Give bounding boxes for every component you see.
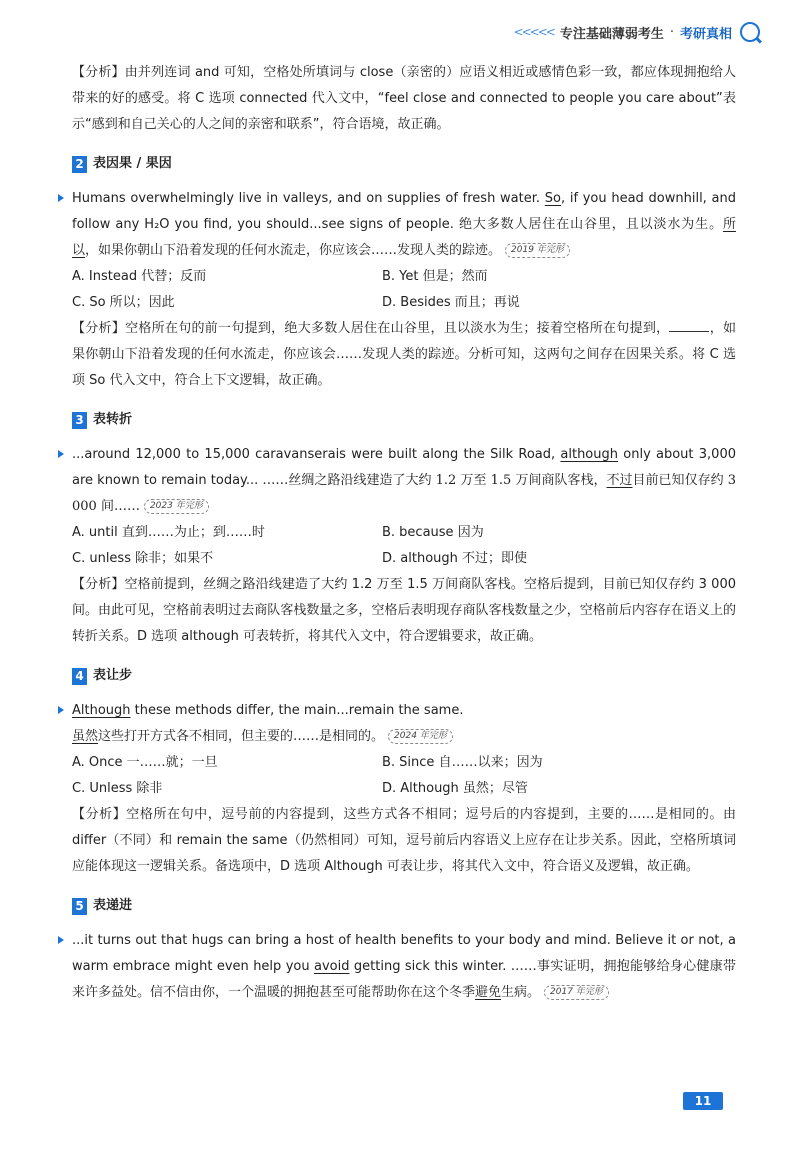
- option: D. Although 虽然；尽管: [382, 781, 528, 796]
- example-text: Humans overwhelmingly live in valleys, and on supplies of fresh water. So, if you head downhill, and follow any H₂O you find, you should...see signs of people. 绝大多数人居住在山谷里，且以淡水为生。所以，如果你朝山下沿着发现的任何水流走，你应该会……发现人类的踪迹。 2019 年完形: [72, 191, 736, 258]
- example-text: Although these methods differ, the main...remain the same. 虽然这些打开方式各不相同，但主要的……是相同的。 2024 年完形: [72, 703, 464, 744]
- option: C. unless 除非；如果不: [72, 551, 214, 566]
- section-heading-3: [72, 408, 736, 432]
- option: C. Unless 除非: [72, 781, 163, 796]
- example-block: [72, 698, 736, 880]
- triangle-bullet-icon: [58, 194, 64, 202]
- page-header: [514, 22, 760, 42]
- triangle-bullet-icon: [58, 936, 64, 944]
- option: C. So 所以；因此: [72, 295, 175, 310]
- triangle-bullet-icon: [58, 706, 64, 714]
- section-number: 2: [72, 156, 87, 173]
- options-grid: [72, 264, 736, 316]
- header-brand: 专注基础薄弱考生: [559, 26, 664, 42]
- option: A. Once 一……就；一旦: [72, 755, 218, 770]
- header-separator: ·: [669, 24, 674, 40]
- page-number: 11: [683, 1092, 723, 1110]
- section-heading-2: [72, 152, 736, 176]
- header-brand-2: 考研真相: [679, 26, 732, 42]
- triangle-bullet-icon: [58, 450, 64, 458]
- example-block: [72, 186, 736, 394]
- option: A. Instead 代替；反而: [72, 269, 207, 284]
- year-tag: 2024 年完形: [388, 729, 453, 744]
- example-block: [72, 928, 736, 1006]
- section-number: 5: [72, 898, 87, 915]
- section-title: 表让步: [93, 668, 133, 683]
- analysis: 【分析】空格前提到，丝绸之路沿线建造了大约 1.2 万至 1.5 万间商队客栈。空格后提到，目前已知仅存约 3 000 间。由此可见，空格前表明过去商队客栈数量之多，空格后表明现存商队客栈数量之少，空格前后内容存在语义上的转折关系。D 选项 although 可表转折，将其代入文中，符合逻辑要求，故正确。: [72, 577, 736, 644]
- options-grid: [72, 520, 736, 572]
- section-heading-5: [72, 894, 736, 918]
- arrows-decoration: <<<<<: [513, 25, 554, 39]
- blank-line: [669, 317, 709, 332]
- section-title: 表转折: [93, 412, 133, 427]
- option: B. because 因为: [382, 525, 484, 540]
- section-number: 4: [72, 668, 87, 685]
- search-logo-icon: [740, 22, 760, 42]
- section-number: 3: [72, 412, 87, 429]
- intro-analysis: [72, 60, 736, 138]
- options-grid: [72, 750, 736, 802]
- year-tag: 2019 年完形: [505, 243, 570, 258]
- example-text: ...it turns out that hugs can bring a host of health benefits to your body and mind. Believe it or not, a warm embrace might even help you avoid getting sick this winter. ……事实证明，拥抱能够给身心健康带来许多益处。信不信由你，一个温暖的拥抱甚至可能帮助你在这个冬季避免生病。 2017 年完形: [72, 933, 736, 1000]
- section-heading-4: [72, 664, 736, 688]
- year-tag: 2017 年完形: [544, 985, 609, 1000]
- analysis-label: 【分析】: [72, 65, 125, 80]
- year-tag: 2023 年完形: [144, 499, 209, 514]
- option: D. Besides 而且；再说: [382, 295, 520, 310]
- option: B. Since 自……以来；因为: [382, 755, 543, 770]
- section-title: 表递进: [93, 898, 133, 913]
- example-text: ...around 12,000 to 15,000 caravanserais were built along the Silk Road, although only about 3,000 are known to remain today... ……丝绸之路沿线建造了大约 1.2 万至 1.5 万间商队客栈，不过目前已知仅存约 3 000 间…… 2023 年完形: [72, 447, 736, 514]
- option: D. although 不过；即使: [382, 551, 528, 566]
- example-block: [72, 442, 736, 650]
- option: B. Yet 但是；然而: [382, 269, 488, 284]
- option: A. until 直到……为止；到……时: [72, 525, 265, 540]
- analysis: 【分析】空格所在句的前一句提到，绝大多数人居住在山谷里，且以淡水为生；接着空格所在句提到， ，如果你朝山下沿着发现的任何水流走，你应该会……发现人类的踪迹。分析可知，这两句之间存在因果关系。将 C 选项 So 代入文中，符合上下文逻辑，故正确。: [72, 316, 736, 394]
- section-title: 表因果 / 果因: [93, 156, 172, 171]
- analysis-text: 由并列连词 and 可知，空格处所填词与 close（亲密的）应语义相近或感情色彩一致，都应体现拥抱给人带来的好的感受。将 C 选项 connected 代入文中，“feel close and connected to people you care about”表示“感到和自己关心的人之间的亲密和联系”，符合语境，故正确。: [72, 65, 736, 132]
- main-content: [72, 60, 736, 1006]
- analysis: 【分析】空格所在句中，逗号前的内容提到，这些方式各不相同；逗号后的内容提到，主要的……是相同的。由 differ（不同）和 remain the same（仍然相同）可知，逗号前后内容语义上应存在让步关系。因此，空格所填词应能体现这一逻辑关系。备选项中，D 选项 Although 可表让步，将其代入文中，符合语义及逻辑，故正确。: [72, 807, 736, 874]
